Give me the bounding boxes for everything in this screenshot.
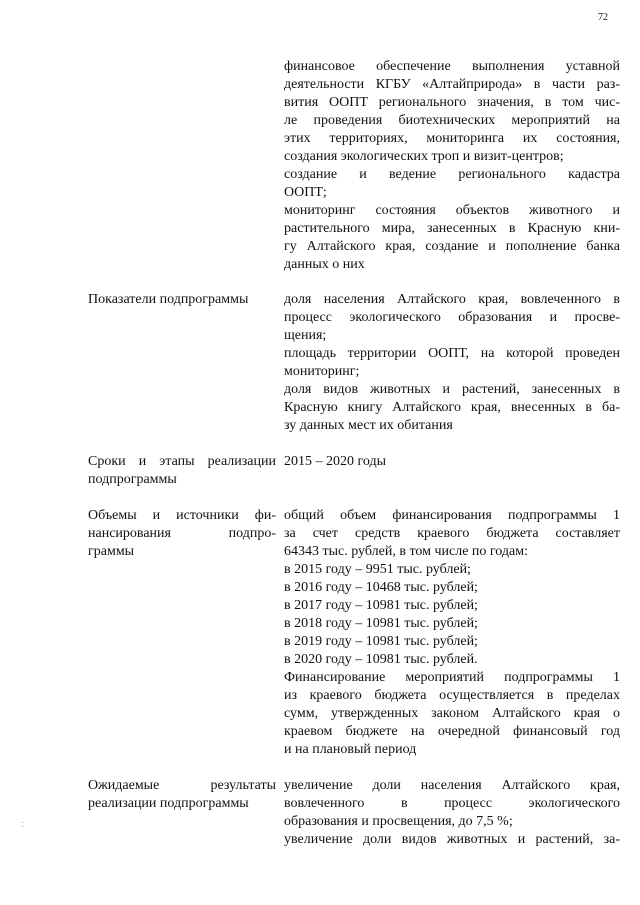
text-line: увеличение доли населения Алтайского края,: [284, 778, 620, 793]
text-line: финансовое обеспечение выполнения уставной: [284, 59, 620, 74]
text-line: мониторинг;: [284, 364, 360, 379]
text-line: в 2019 году – 10981 тыс. рублей;: [284, 634, 478, 649]
text-line: общий объем финансирования подпрограммы 1: [284, 508, 620, 523]
scan-speck: [22, 826, 23, 827]
text-line: из краевого бюджета осуществляется в пределах: [284, 688, 620, 703]
text-line: в 2020 году – 10981 тыс. рублей.: [284, 652, 478, 667]
text-line: этих территориях, мониторинга их состояния,: [284, 131, 620, 146]
text-line: доля населения Алтайского края, вовлеченного в: [284, 292, 620, 307]
row-label: Ожидаемые результаты: [88, 778, 276, 793]
text-line: за счет средств краевого бюджета составляет: [284, 526, 620, 541]
text-line: вовлеченного в процесс экологического: [284, 796, 620, 811]
text-line: гу Алтайского края, создание и пополнение банка: [284, 239, 620, 254]
text-line: краевом бюджете на очередной финансовый год: [284, 724, 620, 739]
row-label: Показатели подпрограммы: [88, 292, 249, 307]
row-label: Сроки и этапы реализации: [88, 454, 276, 469]
text-line: данных о них: [284, 257, 365, 272]
text-line: в 2016 году – 10468 тыс. рублей;: [284, 580, 478, 595]
text-line: в 2015 году – 9951 тыс. рублей;: [284, 562, 471, 577]
row-label: Объемы и источники фи-: [88, 508, 276, 523]
text-line: площадь территории ООПТ, на которой проведен: [284, 346, 620, 361]
row-label: нансирования подпро-: [88, 526, 276, 541]
text-line: растительного мира, занесенных в Красную кни-: [284, 221, 620, 236]
row-label: реализации подпрограммы: [88, 796, 249, 811]
text-line: создания экологических троп и визит-центров;: [284, 149, 564, 164]
row-label: граммы: [88, 544, 135, 559]
text-line: вития ООПТ регионального значения, в том чис-: [284, 95, 620, 110]
text-line: образования и просвещения, до 7,5 %;: [284, 814, 513, 829]
page-number: 72: [598, 12, 608, 23]
text-line: создание и ведение регионального кадастра: [284, 167, 620, 182]
text-line: мониторинг состояния объектов животного и: [284, 203, 620, 218]
text-line: 2015 – 2020 годы: [284, 454, 387, 469]
text-line: в 2017 году – 10981 тыс. рублей;: [284, 598, 478, 613]
text-line: деятельности КГБУ «Алтайприрода» в части раз-: [284, 77, 620, 92]
text-line: ООПТ;: [284, 185, 327, 200]
row-label: подпрограммы: [88, 472, 177, 487]
text-line: щения;: [284, 328, 327, 343]
text-line: Финансирование мероприятий подпрограммы 1: [284, 670, 620, 685]
text-line: Красную книгу Алтайского края, внесенных в ба-: [284, 400, 620, 415]
text-line: зу данных мест их обитания: [284, 418, 453, 433]
scan-speck: [22, 822, 23, 823]
text-line: ле проведения биотехнических мероприятий на: [284, 113, 620, 128]
text-line: и на плановый период: [284, 742, 417, 757]
text-line: увеличение доли видов животных и растений, за-: [284, 832, 620, 847]
text-line: в 2018 году – 10981 тыс. рублей;: [284, 616, 478, 631]
text-line: процесс экологического образования и просве-: [284, 310, 620, 325]
text-line: 64343 тыс. рублей, в том числе по годам:: [284, 544, 528, 559]
text-line: сумм, утвержденных законом Алтайского края о: [284, 706, 620, 721]
text-line: доля видов животных и растений, занесенных в: [284, 382, 620, 397]
